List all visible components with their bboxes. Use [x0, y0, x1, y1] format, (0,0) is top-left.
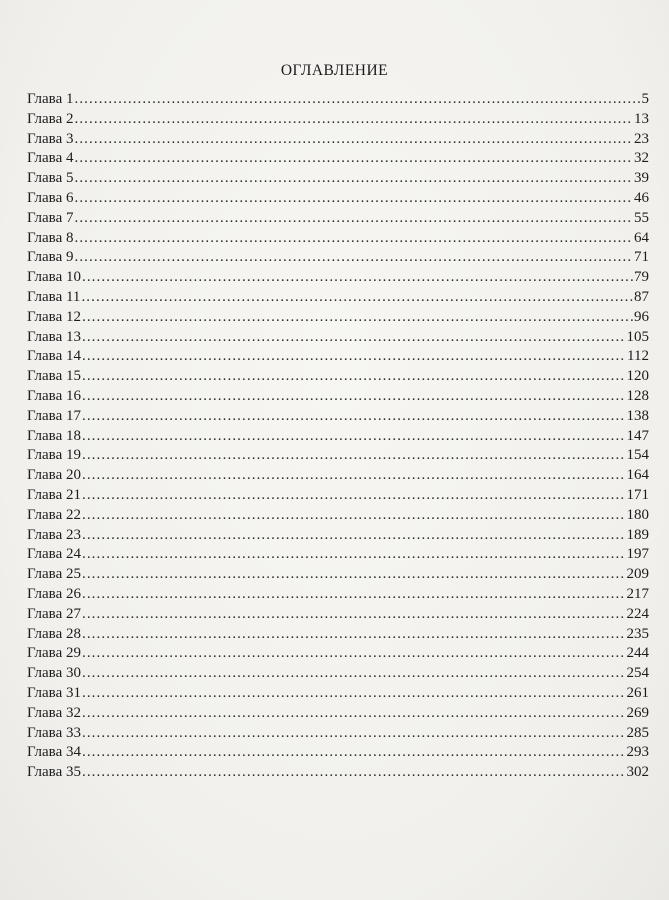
dot-leader	[74, 248, 633, 268]
dot-leader	[74, 229, 633, 249]
dot-leader	[82, 684, 626, 704]
page-number: 5	[641, 91, 649, 107]
page-number: 269	[626, 704, 649, 721]
chapter-label: Глава 24	[27, 546, 81, 563]
chapter-label: Глава 11	[27, 288, 81, 305]
page-number: 302	[626, 764, 649, 781]
page-number: 96	[634, 308, 649, 325]
toc-entry	[27, 466, 649, 486]
toc-entry	[27, 90, 649, 110]
toc-entry	[27, 526, 649, 546]
dot-leader	[82, 427, 626, 447]
table-of-contents	[27, 90, 649, 783]
toc-entry	[27, 545, 649, 565]
toc-entry	[27, 209, 649, 229]
chapter-label: Глава 14	[27, 348, 81, 365]
toc-entry	[27, 110, 649, 130]
chapter-label: Глава 20	[27, 467, 81, 484]
page-number: 32	[634, 150, 649, 167]
toc-entry	[27, 644, 649, 664]
toc-entry	[27, 308, 649, 328]
page-number: 39	[634, 170, 649, 187]
page-number: 164	[626, 467, 649, 484]
dot-leader	[82, 506, 626, 526]
page-number: 154	[626, 447, 649, 464]
dot-leader	[82, 387, 626, 407]
chapter-label: Глава 22	[27, 506, 81, 523]
page-number: 120	[626, 368, 649, 385]
dot-leader	[82, 664, 626, 684]
page-number: 197	[626, 546, 649, 563]
dot-leader	[82, 347, 626, 367]
page-title: ОГЛАВЛЕНИЕ	[280, 62, 389, 80]
dot-leader	[82, 585, 626, 605]
chapter-label: Глава 1	[27, 91, 74, 107]
chapter-label: Глава 4	[27, 150, 74, 167]
page-number: 189	[626, 526, 649, 543]
page-number: 138	[626, 407, 649, 424]
chapter-label: Глава 35	[27, 764, 81, 781]
toc-entry	[27, 407, 649, 427]
toc-entry	[27, 446, 649, 466]
page-number: 244	[626, 645, 649, 662]
page-number: 209	[626, 566, 649, 583]
chapter-label: Глава 5	[27, 170, 74, 187]
page-number: 293	[626, 744, 649, 761]
dot-leader	[82, 644, 626, 664]
toc-entry	[27, 149, 649, 169]
chapter-label: Глава 21	[27, 486, 81, 503]
toc-entry	[27, 268, 649, 288]
toc-entry	[27, 684, 649, 704]
dot-leader	[82, 545, 626, 565]
dot-leader	[74, 149, 633, 169]
page-number: 235	[626, 625, 649, 642]
chapter-label: Глава 31	[27, 684, 81, 701]
page-number: 71	[634, 249, 649, 266]
chapter-label: Глава 9	[27, 249, 74, 266]
chapter-label: Глава 2	[27, 110, 74, 127]
dot-leader	[74, 130, 633, 150]
page-number: 55	[634, 209, 649, 226]
dot-leader	[82, 407, 626, 427]
page-number: 87	[634, 288, 649, 305]
toc-entry	[27, 328, 649, 348]
toc-entry	[27, 743, 649, 763]
dot-leader	[74, 209, 633, 229]
page-number: 64	[634, 229, 649, 246]
chapter-label: Глава 6	[27, 189, 74, 206]
toc-entry	[27, 169, 649, 189]
toc-entry	[27, 724, 649, 744]
dot-leader	[82, 446, 626, 466]
chapter-label: Глава 29	[27, 645, 81, 662]
dot-leader	[74, 90, 640, 110]
dot-leader	[82, 268, 633, 288]
toc-entry	[27, 347, 649, 367]
page-number: 112	[627, 348, 649, 365]
toc-entry	[27, 664, 649, 684]
toc-entry	[27, 565, 649, 585]
toc-entry	[27, 427, 649, 447]
chapter-label: Глава 34	[27, 744, 81, 761]
dot-leader	[81, 288, 633, 308]
toc-entry	[27, 605, 649, 625]
dot-leader	[82, 625, 626, 645]
dot-leader	[82, 367, 626, 387]
page-number: 128	[626, 387, 649, 404]
page-number: 254	[626, 665, 649, 682]
dot-leader	[82, 526, 626, 546]
chapter-label: Глава 15	[27, 368, 81, 385]
page-number: 224	[626, 605, 649, 622]
dot-leader	[74, 169, 633, 189]
toc-entry	[27, 506, 649, 526]
chapter-label: Глава 25	[27, 566, 81, 583]
page-number: 217	[626, 585, 649, 602]
page-number: 46	[634, 189, 649, 206]
dot-leader	[82, 704, 626, 724]
chapter-label: Глава 19	[27, 447, 81, 464]
toc-entry	[27, 763, 649, 783]
chapter-label: Глава 28	[27, 625, 81, 642]
toc-entry	[27, 486, 649, 506]
dot-leader	[82, 328, 626, 348]
chapter-label: Глава 32	[27, 704, 81, 721]
dot-leader	[82, 466, 626, 486]
chapter-label: Глава 18	[27, 427, 81, 444]
page-number: 147	[626, 427, 649, 444]
toc-entry	[27, 625, 649, 645]
dot-leader	[82, 724, 626, 744]
chapter-label: Глава 23	[27, 526, 81, 543]
chapter-label: Глава 7	[27, 209, 74, 226]
dot-leader	[82, 763, 626, 783]
dot-leader	[74, 110, 633, 130]
chapter-label: Глава 13	[27, 328, 81, 345]
page-number: 13	[634, 110, 649, 127]
page-number: 23	[634, 130, 649, 147]
page-number: 105	[626, 328, 649, 345]
dot-leader	[82, 308, 633, 328]
dot-leader	[74, 189, 633, 209]
chapter-label: Глава 30	[27, 665, 81, 682]
dot-leader	[82, 605, 626, 625]
toc-entry	[27, 288, 649, 308]
chapter-label: Глава 27	[27, 605, 81, 622]
page-number: 261	[626, 684, 649, 701]
toc-entry	[27, 229, 649, 249]
page-number: 79	[634, 269, 649, 286]
dot-leader	[82, 565, 626, 585]
toc-entry	[27, 130, 649, 150]
toc-entry	[27, 387, 649, 407]
toc-entry	[27, 367, 649, 387]
page-number: 171	[626, 486, 649, 503]
chapter-label: Глава 33	[27, 724, 81, 741]
toc-entry	[27, 189, 649, 209]
page-number: 180	[626, 506, 649, 523]
dot-leader	[82, 486, 626, 506]
chapter-label: Глава 16	[27, 387, 81, 404]
chapter-label: Глава 3	[27, 130, 74, 147]
chapter-label: Глава 10	[27, 269, 81, 286]
chapter-label: Глава 8	[27, 229, 74, 246]
chapter-label: Глава 12	[27, 308, 81, 325]
toc-entry	[27, 585, 649, 605]
chapter-label: Глава 17	[27, 407, 81, 424]
page-number: 285	[626, 724, 649, 741]
chapter-label: Глава 26	[27, 585, 81, 602]
dot-leader	[82, 743, 626, 763]
toc-entry	[27, 704, 649, 724]
toc-entry	[27, 248, 649, 268]
